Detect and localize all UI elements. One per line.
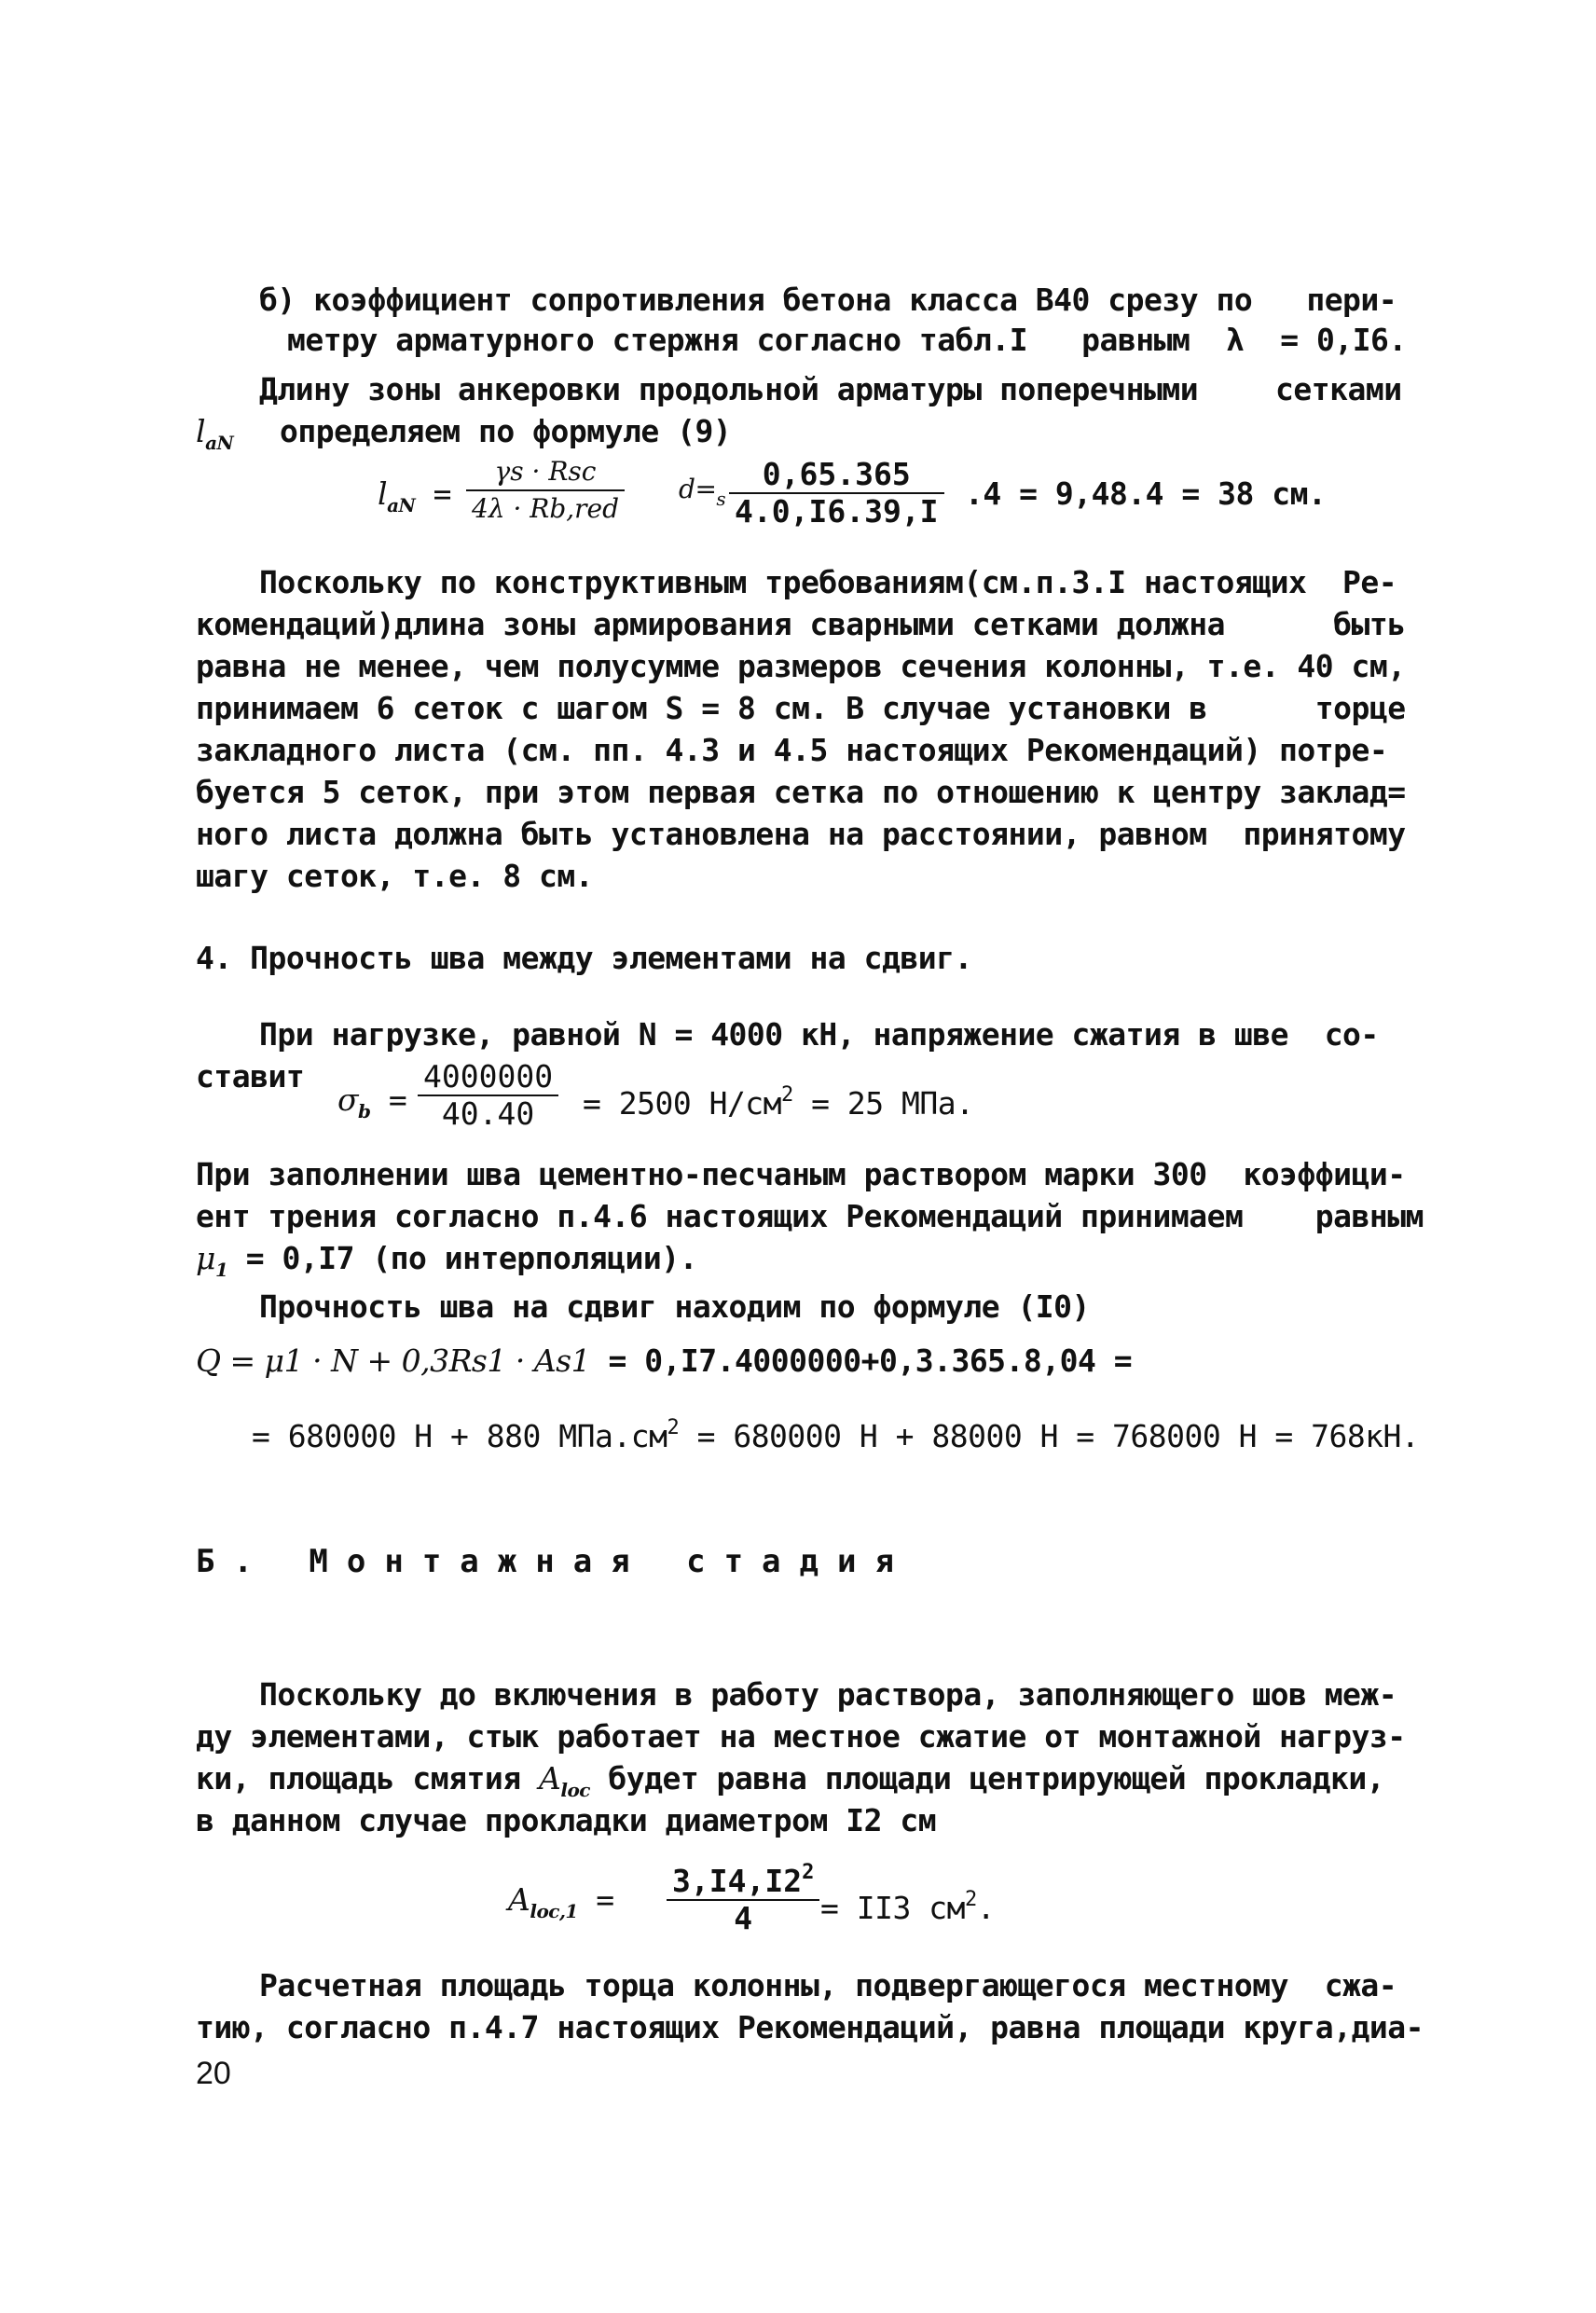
text-line: Расчетная площадь торца колонны, подвергающегося местному сжа- — [259, 1967, 1397, 2003]
formula-fraction-1: γs · Rsc 4λ · Rb,red — [466, 454, 625, 527]
anchor-length-symbol: $l_{aN}$ — [196, 413, 234, 454]
page-number: 20 — [196, 2056, 231, 2091]
text-line: б) коэффициент сопротивления бетона класса В40 срезу по пери- — [259, 282, 1397, 318]
text-line: в данном случае прокладки диаметром I2 см — [196, 1802, 937, 1838]
formula-lhs: $l_{aN}$ = — [378, 475, 452, 516]
text-line: шагу сеток, т.е. 8 см. — [196, 858, 594, 894]
text-line: ставит — [196, 1058, 305, 1095]
shear-formula-lhs: Q = μ1 · N + 0,3Rs1 · As1 = 0,I7.4000000+0,3.365.8,04 = — [196, 1342, 1133, 1379]
formula-multiplier: $d=_s$ — [679, 474, 726, 510]
text-line: равна не менее, чем полусумме размеров сечения колонны, т.е. 40 см, — [196, 648, 1406, 684]
friction-coefficient-line: $\mu_1 = 0,I7$ (по интерполяции). — [196, 1240, 697, 1281]
text-line: закладного листа (см. пп. 4.3 и 4.5 настоящих Рекомендаций) потре- — [196, 732, 1388, 768]
text-line: буется 5 сеток, при этом первая сетка по отношению к центру заклад= — [196, 774, 1406, 810]
section-title: 4. Прочность шва между элементами на сдвиг. — [196, 940, 972, 976]
text-line: ки, площадь смятия $A_{loc}$ будет равна площади центрирующей прокладки, — [196, 1760, 1385, 1801]
text-line: определяем по формуле (9) — [280, 413, 732, 449]
area-fraction: $\frac{3,I4,I2^2}{4}$ — [667, 1855, 819, 1936]
sigma-fraction: $\frac{4000000}{40.40}$ — [418, 1059, 558, 1132]
text-line: При заполнении шва цементно-песчаным раствором марки 300 коэффици- — [196, 1156, 1406, 1192]
area-formula-lhs: $A_{loc,1}$ = — [508, 1881, 614, 1922]
text-line: комендаций)длина зоны армирования сварными сетками должна быть — [196, 606, 1406, 642]
text-line: Длину зоны анкеровки продольной арматуры поперечными — [259, 371, 1199, 407]
text-line: Поскольку по конструктивным требованиям(см.п.3.I настоящих Ре- — [259, 564, 1397, 600]
text-line: Поскольку до включения в работу раствора, заполняющего шов меж- — [259, 1676, 1397, 1713]
sigma-symbol: $\sigma_b$ = — [337, 1081, 407, 1122]
shear-formula-result: = 680000 Н + 880 $МПа.см^2 = 680000$ Н + 88000 Н = 768000 Н = 768кН. — [252, 1416, 1420, 1454]
text-line: ент трения согласно п.4.6 настоящих Рекомендаций принимаем равным — [196, 1198, 1424, 1234]
formula-result: .4 = 9,48.4 = 38 см. — [965, 475, 1327, 512]
text-line: При нагрузке, равной N = 4000 кН, напряжение сжатия в шве со- — [259, 1016, 1379, 1053]
section-heading: Б. Монтажная стадия — [196, 1543, 913, 1580]
text-line: Прочность шва на сдвиг находим по формуле (I0) — [259, 1288, 1090, 1325]
area-formula-result: = II3 $см^2$. — [820, 1888, 996, 1926]
text-line: сетками — [1275, 371, 1402, 407]
formula-fraction-2: $\frac{0,65.365}{4.0,I6.39,I}$ — [729, 457, 944, 530]
text-line: метру арматурного стержня согласно табл.I равным λ = 0,I6. — [287, 322, 1407, 358]
text-line: тию, согласно п.4.7 настоящих Рекомендаций, равна площади круга,диа- — [196, 2009, 1424, 2045]
text-line: ду элементами, стык работает на местное сжатие от монтажной нагруз- — [196, 1718, 1406, 1755]
sigma-result: = 2500 $Н/см^2 = 25$ МПа. — [583, 1083, 974, 1122]
text-line: принимаем 6 сеток с шагом S = 8 см. В случае установки в торце — [196, 690, 1406, 726]
text-line: ного листа должна быть установлена на расстоянии, равном принятому — [196, 816, 1406, 852]
